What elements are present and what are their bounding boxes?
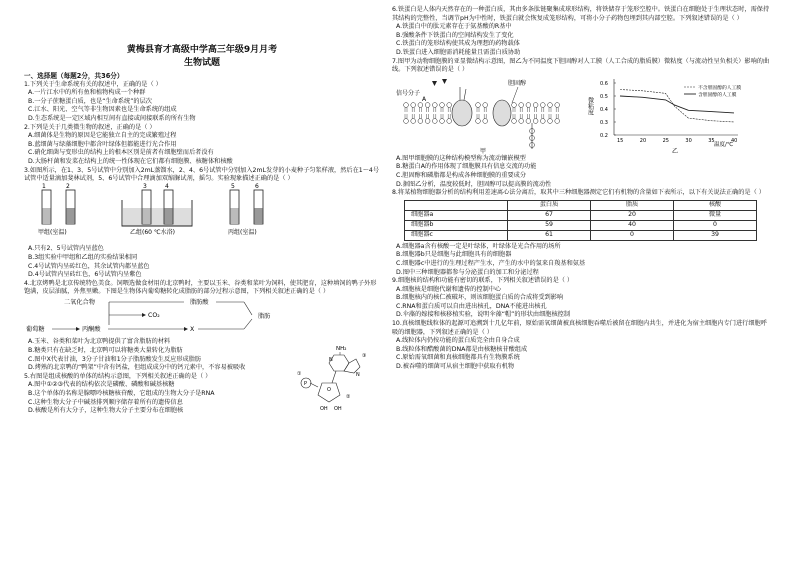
- phospholipid-tail: [542, 107, 544, 112]
- option-b: B.糖蛋白A的作用体现了细胞膜具有信息交流的功能: [396, 163, 537, 171]
- question-stem: 3.如图所示，在1、3、5号试管中分别加入2mL蒸馏水，2、4、6号试管中分别加入2mL发芽的小麦种子匀浆样液，然后在1～4号试管中适量滴加斐林试剂，5、6号试管中合理滴加双缩脲试剂，摇匀。实验现象描述正确的是（ ）: [24, 166, 380, 183]
- table-cell: 59: [508, 220, 591, 230]
- phospholipid-head: [418, 102, 423, 107]
- phospholipid-tail: [477, 107, 479, 112]
- phospholipid-head: [483, 118, 488, 123]
- x-tick-label: 20: [639, 137, 647, 144]
- table-header: [405, 200, 508, 210]
- phospholipid-tail: [419, 114, 421, 119]
- phospholipid-tail: [520, 107, 522, 112]
- option-b: B.糖类只有在缺乏时，北京鸭可以将糖类大量转化为脂肪: [28, 347, 183, 355]
- question-stem: 1.下列关于生命系统有关的叙述中，正确的是（ ）: [24, 80, 162, 88]
- option-a: A.一片江水中的所有鱼和植物构成一个种群: [28, 89, 146, 97]
- tube-1: [42, 190, 51, 224]
- signal-molecule-label: 信号分子: [396, 89, 421, 97]
- question-10: [392, 320, 772, 372]
- phospholipid-tail: [441, 107, 443, 112]
- phospholipid-head: [548, 118, 553, 123]
- phospholipid-head: [512, 118, 517, 123]
- option-d: D.据图乙分析，温度较低时，胆固醇可以提高膜的流动性: [396, 180, 552, 188]
- question-8: [392, 189, 772, 277]
- left-column: [24, 6, 380, 416]
- option-b: B.线粒体和醋酸菌的DNA都是由核糖核苷酸组成: [396, 345, 528, 353]
- phospholipid-tail: [412, 114, 414, 119]
- membrane-figure: [392, 75, 772, 155]
- figure-caption-yi: 乙: [672, 147, 679, 155]
- phospholipid-head: [476, 118, 481, 123]
- tube-number: 4: [165, 182, 169, 190]
- phospholipid-head: [526, 102, 531, 107]
- option-d: D.4号试管内呈砖红色，6号试管内呈紫色: [28, 271, 142, 279]
- phospholipid-tail: [434, 114, 436, 119]
- legend-entry-2: 含胆固醇的人工膜: [698, 92, 737, 98]
- option-c: C.铁蛋白的笼形结构使其成为理想的药物载体: [396, 40, 520, 48]
- y-tick-label: 0.6: [600, 80, 608, 87]
- option-b: B.3组实验中甲组和乙组的实验结果相同: [28, 253, 138, 261]
- phospholipid-tail: [513, 114, 515, 119]
- co2-label: CO₂: [148, 311, 160, 319]
- option-d: D.铁蛋白进入细胞需消耗能量且需蛋白质协助: [396, 48, 521, 56]
- glycoprotein-a-label: A: [422, 95, 427, 103]
- phospholipid-tail: [441, 114, 443, 119]
- phosphate-label: P: [304, 380, 308, 387]
- phospholipid-head: [418, 118, 423, 123]
- co2-compound-label: 二氧化合物: [64, 298, 95, 306]
- option-d: D.图中三种细胞器都参与分泌蛋白的加工和分泌过程: [396, 268, 539, 276]
- option-d: D.核酸是所有大分子，这种生物大分子主要分布在细胞核: [28, 407, 184, 415]
- group-label: 丙组(室温): [228, 228, 257, 236]
- phospholipid-tail: [527, 114, 529, 119]
- question-3: [24, 167, 380, 280]
- phospholipid-tail: [549, 107, 551, 112]
- phospholipid-tail: [556, 107, 558, 112]
- series-line-2: [620, 96, 734, 113]
- tube-number: 5: [231, 182, 235, 190]
- fat-label: 脂肪: [258, 312, 271, 320]
- table-cell: 67: [508, 210, 591, 220]
- option-a: A.细胞器a含有核酸一定是叶绿体，叶绿体是光合作用的场所: [396, 242, 561, 250]
- question-stem: 10.真核细胞线粒体的起源可追溯到十几亿年前，原始需氧细菌被真核细胞吞噬后被留在细胞内共生，并进化为宿主细胞内专门进行细胞呼吸的细胞器，下列叙述正确的是（ ）: [392, 320, 767, 336]
- phospholipid-head: [425, 118, 430, 123]
- option-b: B.一分子蔗糖蛋白质，也是“生命系统”的层次: [28, 97, 152, 105]
- oxygen-label: O: [327, 386, 331, 393]
- table-cell: 细胞器c: [405, 230, 508, 240]
- phospholipid-tail: [419, 107, 421, 112]
- tube-6: [254, 190, 263, 224]
- y-tick-label: 0.2: [600, 132, 608, 139]
- option-a: A.图甲细胞膜的这种结构模型称为流动镶嵌模型: [396, 154, 526, 162]
- y-tick-label: 0.5: [600, 93, 608, 100]
- phospholipid-tail: [427, 107, 429, 112]
- question-stem: 4.北京烤鸭是北京传统特色美食。饲喂选做食材用的北京鸭时，主要以玉米、谷类和菜叶为饲料，使其肥育，这种填饲的鸭子外形饱满，皮层油腻，外焦里嫩。下图是生物体内葡萄糖转化成脂肪的部分过程示意图，下列相关叙述正确的是（ ）: [24, 279, 377, 296]
- phospholipid-tail: [477, 114, 479, 119]
- cholesterol-label: 胆固醇: [508, 79, 527, 87]
- legend-entry-1: 不含胆固醇的人工膜: [698, 85, 742, 91]
- tube-number: 3: [143, 182, 147, 190]
- table-header: 脂质: [591, 200, 674, 210]
- option-c: C.这种生物大分子中碱基排列顺序储存着所有的遗传信息: [28, 398, 183, 406]
- phospholipid-head: [425, 102, 430, 107]
- phospholipid-head: [519, 118, 524, 123]
- y-tick-label: 0.4: [600, 106, 608, 113]
- option-a: A.只有2、5号试管内呈蓝色: [28, 245, 104, 253]
- phospholipid-head: [447, 118, 452, 123]
- x-label: X: [190, 325, 195, 333]
- phospholipid-tail: [549, 114, 551, 119]
- phospholipid-head: [411, 102, 416, 107]
- phospholipid-head: [440, 102, 445, 107]
- x-tick-label: 30: [685, 137, 692, 144]
- option-a: A.线粒体内仍按功能的蛋白质完全由自身合成: [396, 337, 520, 345]
- table-header: 蛋白质: [508, 200, 591, 210]
- table-cell: 20: [591, 210, 674, 220]
- question-2: [24, 124, 380, 167]
- question-7: [392, 58, 772, 190]
- phospholipid-head: [404, 118, 409, 123]
- option-d: D.大肠杆菌和发菜在结构上的统一性体现在它们都有细胞膜、核糖体和核酸: [28, 157, 233, 165]
- nitrogen-label: N: [356, 371, 360, 378]
- x-tick-label: 35: [708, 137, 715, 144]
- phospholipid-tail: [484, 114, 486, 119]
- x-axis-label: 温度/℃: [714, 141, 734, 148]
- table-cell: 0: [591, 230, 674, 240]
- option-c: C.硝化细菌与变形虫的结构上的根本区别是前者有细胞壁而后者没有: [28, 149, 214, 157]
- phospholipid-head: [404, 102, 409, 107]
- y-axis-ticks: [600, 81, 616, 139]
- phospholipid-tail: [535, 114, 537, 119]
- table-cell: 微量: [674, 210, 757, 220]
- phospholipid-tail: [405, 114, 407, 119]
- tube-5: [230, 190, 239, 224]
- nucleotide-structure-diagram: [296, 343, 374, 419]
- phospholipid-head: [533, 102, 538, 107]
- phospholipid-head: [483, 102, 488, 107]
- option-d: D.伞藻的嫁接和核移植实验，说明伞藻“帽”的形状由细胞核控制: [396, 311, 571, 319]
- right-column: [392, 6, 772, 372]
- phospholipid-tail: [556, 114, 558, 119]
- x-tick-label: 15: [617, 137, 624, 144]
- option-a: A.玉米、谷类和菜叶为北京鸭提供了富含脂肪的材料: [28, 338, 171, 346]
- organelle-table: [404, 200, 757, 241]
- table-cell: 61: [508, 230, 591, 240]
- option-c: C.胆固醇和磷脂都是构成各种细胞膜的重要成分: [396, 171, 527, 179]
- phospholipid-tail: [434, 107, 436, 112]
- option-c: C.RNA和蛋白质可以自由进出核孔，DNA不能进出核孔: [396, 302, 547, 310]
- option-d: D.被吞噬的细菌可从宿主细胞中获取有机物: [396, 363, 515, 371]
- subject-title: 生物试题: [183, 58, 220, 68]
- option-d: D.烤熟的北京鸭的“鸭架”中含有钙盐，但组成成分中的钙元素中，不容易被吸收: [28, 364, 246, 372]
- table-header-row: [405, 200, 757, 210]
- option-b: B.蓝细菌与绿藻细胞中都含叶绿体但都能进行光合作用: [28, 140, 177, 148]
- nh2-label: NH₂: [336, 345, 347, 352]
- phospholipid-head: [526, 118, 531, 123]
- phospholipid-head: [540, 102, 545, 107]
- x-tick-label: 25: [662, 137, 669, 144]
- test-tube-diagram: [24, 184, 364, 242]
- phospholipid-tail: [535, 107, 537, 112]
- question-stem: 7.图甲为动物细胞膜的亚显微结构示意图，图乙为不同温度下胆固醇对人工膜（人工合成的脂质膜）微粘度（与流动性呈负相关）影响的曲线。下列叙述错误的是（ ）: [392, 57, 770, 74]
- table-row: [405, 210, 757, 220]
- option-c: C.4号试管内呈砖红色，其余试管内都呈蓝色: [28, 262, 150, 270]
- structure-mark-2: ②: [346, 393, 351, 400]
- figure-caption-jia: 甲: [480, 147, 487, 155]
- table-cell: 39: [674, 230, 757, 240]
- phospholipid-tail: [427, 114, 429, 119]
- water-bath: [122, 190, 192, 226]
- fatty-acid-label: 脂肪酸: [190, 298, 209, 306]
- hydroxyl-label: OH: [320, 405, 328, 412]
- phospholipid-head: [548, 102, 553, 107]
- phospholipid-head: [432, 102, 437, 107]
- question-1: [24, 81, 380, 124]
- option-b: B.细胞器b只是细胞与此细胞具有的细胞器: [396, 251, 512, 259]
- table-row: [405, 220, 757, 230]
- phospholipid-head: [440, 118, 445, 123]
- option-d: D.生态系统是一定区域内相互间有直接或间接联系的所有生物: [28, 114, 196, 122]
- question-6: [392, 6, 772, 58]
- tube-number: 2: [66, 182, 70, 190]
- question-stem: 6.铁蛋白是人体内天然存在的一种蛋白质，其由多条肽链聚集成球形结构，将铁储存于笼形空腔中。铁蛋白在细胞处于生理状态时，需保持其结构的完整性，当调节pH为中性时，铁蛋白就会恢复成笼形结构，可将小分子药物包埋到其内部空腔。下列叙述错误的是（ ）: [392, 6, 770, 22]
- option-b: B.强酸条件下铁蛋白的空间结构发生了变化: [396, 31, 514, 39]
- y-tick-label: 0.3: [600, 119, 608, 126]
- phospholipid-tail: [527, 107, 529, 112]
- phospholipid-tail: [542, 114, 544, 119]
- phospholipid-bilayer: [404, 102, 560, 123]
- structure-mark-1: ①: [297, 370, 302, 377]
- pyruvate-label: 丙酮酸: [82, 325, 101, 333]
- option-c: C.细胞器c中进行的生理过程产生水，产生的水中的氢来自羧基和氨基: [396, 259, 586, 267]
- group-label: 甲组(室温): [38, 228, 67, 236]
- phospholipid-tail: [412, 107, 414, 112]
- phospholipid-tail: [448, 107, 450, 112]
- school-title: 黄梅县育才高级中学高三年级9月月考: [126, 45, 278, 55]
- table-row: [405, 230, 757, 240]
- phospholipid-tail: [513, 107, 515, 112]
- phospholipid-head: [432, 118, 437, 123]
- question-stem: 5.右图是组成核酸的单体的结构示意图，下列相关叙述正确的是（ ）: [24, 372, 212, 380]
- option-c: C.江水、阳光、空气等非生物因素也是生命系统的组成: [28, 106, 177, 114]
- section-heading: 一、选择题（每题2分，共36分）: [24, 72, 124, 80]
- phospholipid-head: [555, 102, 560, 107]
- phospholipid-tail: [520, 114, 522, 119]
- glucose-fat-figure: [24, 297, 380, 339]
- tube-number: 1: [42, 182, 46, 190]
- x-tick-label: 40: [731, 137, 738, 144]
- question-stem: 2.下列是关于几类微生物的叙述，正确的是（ ）: [24, 123, 156, 131]
- option-a: A.细胞核是细胞代谢和遗传的控制中心: [396, 285, 502, 293]
- option-b: B.这个单体的名称是腺嘌呤核糖核苷酸，它组成的生物大分子是RNA: [28, 390, 215, 398]
- test-tube-figure: [24, 184, 380, 246]
- glucose-label: 葡萄糖: [26, 325, 45, 333]
- viscosity-chart: [588, 75, 768, 155]
- phospholipid-head: [519, 102, 524, 107]
- structure-mark-3: ③: [362, 352, 367, 359]
- phospholipid-head: [540, 118, 545, 123]
- phospholipid-head: [447, 102, 452, 107]
- question-stem: 9.细胞核的结构和功能有密切的联系，下列相关叙述错误的是（ ）: [392, 277, 574, 285]
- tube-number: 6: [255, 182, 259, 190]
- glucose-to-fat-diagram: [24, 297, 364, 335]
- phospholipid-tail: [448, 114, 450, 119]
- table-header: 核酸: [674, 200, 757, 210]
- option-b: B.细胞核内的核仁被破坏，则该细胞蛋白质的合成将受到影响: [396, 294, 564, 302]
- nitrogen-label: N: [329, 356, 333, 363]
- phospholipid-tail: [484, 107, 486, 112]
- question-9: [392, 277, 772, 320]
- hydroxyl-label: OH: [334, 405, 342, 412]
- table-cell: 细胞器a: [405, 210, 508, 220]
- phospholipid-head: [555, 118, 560, 123]
- phospholipid-head: [512, 102, 517, 107]
- option-c: C.原始需氧细菌和真核细胞都具有生物膜系统: [396, 354, 520, 362]
- phospholipid-head: [411, 118, 416, 123]
- option-a: A.细菌体是生物的原因是它能独立自主的完成繁殖过程: [28, 132, 177, 140]
- tube-2: [66, 190, 75, 224]
- y-axis-label: 微粘度: [586, 96, 594, 115]
- cell-membrane-diagram: [392, 75, 582, 155]
- group-label: 乙组(60 ℃水浴): [130, 228, 175, 236]
- table-cell: 细胞器b: [405, 220, 508, 230]
- phospholipid-head: [533, 118, 538, 123]
- option-a: A.铁蛋白中的肽元素存在于氨基酸的R基中: [396, 23, 512, 31]
- option-c: C.图中X代表甘油，3分子甘油和1分子脂肪酸发生反应形成脂肪: [28, 355, 202, 363]
- question-stem: 8.将某植物细胞器分析的结构利用差速离心法分离后，取其中三种细胞器测定它们有机物的含量如下表所示，以下有关说法正确的是（ ）: [392, 189, 765, 197]
- table-cell: 0: [674, 220, 757, 230]
- table-cell: 40: [591, 220, 674, 230]
- phospholipid-head: [476, 102, 481, 107]
- option-a: A.图中①②③代表的结构依次是磷酸、磷酸和碱基核糖: [28, 381, 175, 389]
- phospholipid-tail: [405, 107, 407, 112]
